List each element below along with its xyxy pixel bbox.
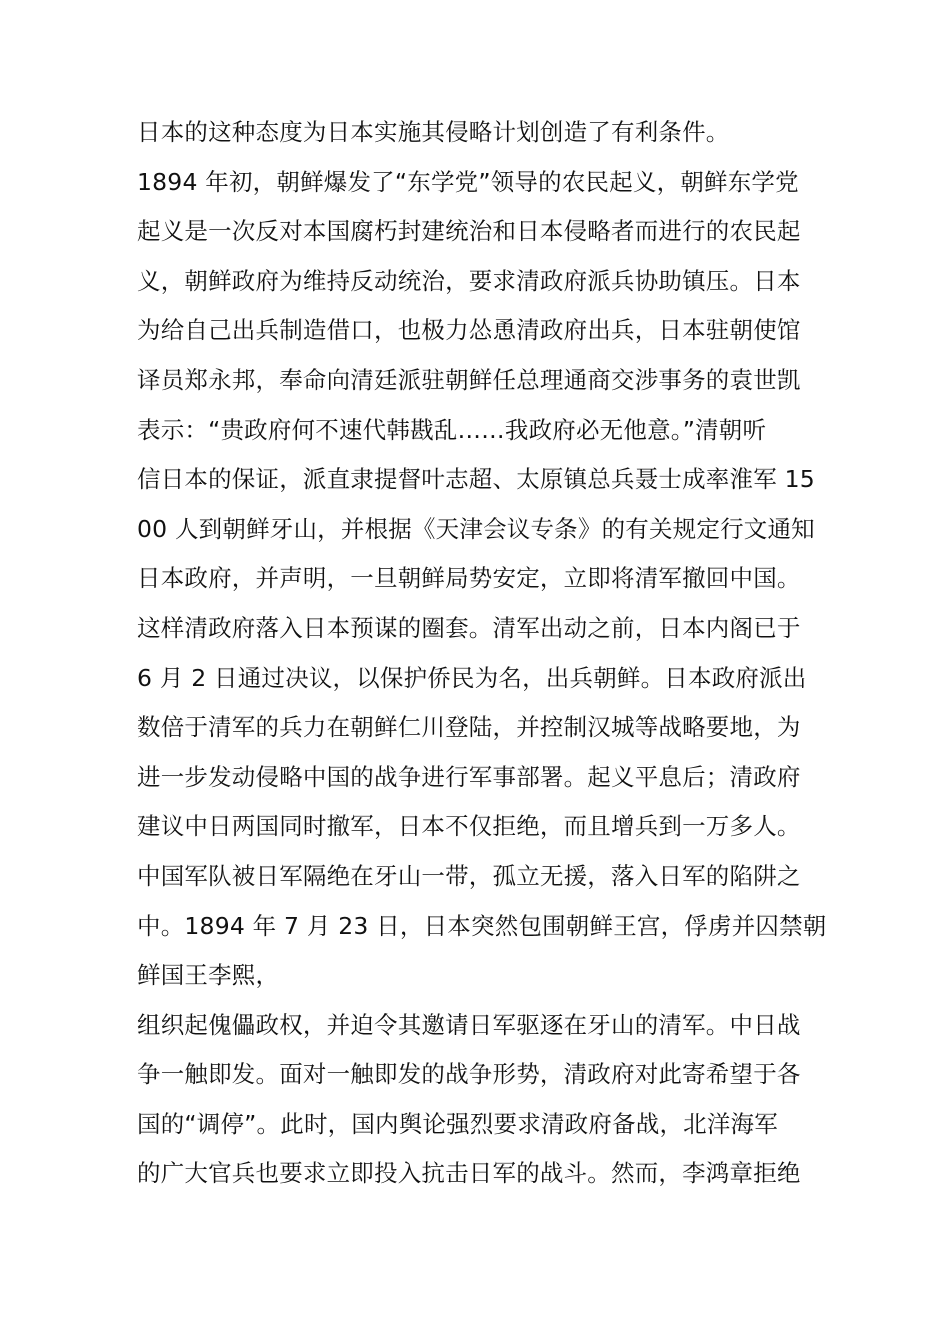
text-line-18: 鲜国王李熙， bbox=[137, 961, 280, 990]
text-line-6: 译员郑永邦，奉命向清廷派驻朝鲜任总理通商交涉事务的袁世凯 bbox=[137, 365, 801, 394]
text-line-16: 中国军队被日军隔绝在牙山一带，孤立无援，落入日军的陷阱之 bbox=[137, 861, 801, 890]
text-line-9: 00 人到朝鲜牙山，并根据《天津会议专条》的有关规定行文通知 bbox=[137, 514, 815, 543]
text-line-5: 为给自己出兵制造借口，也极力怂恿清政府出兵，日本驻朝使馆 bbox=[137, 316, 801, 345]
text-line-15: 建议中日两国同时撤军，日本不仅拒绝，而且增兵到一万多人。 bbox=[137, 812, 801, 841]
text-line-2: 1894 年初，朝鲜爆发了“东学党”领导的农民起义，朝鲜东学党 bbox=[137, 167, 799, 196]
text-line-17: 中。1894 年 7 月 23 日，日本突然包围朝鲜王宫，俘虏并囚禁朝 bbox=[137, 911, 827, 940]
text-line-1: 日本的这种态度为日本实施其侵略计划创造了有利条件。 bbox=[137, 118, 730, 146]
text-line-4: 义，朝鲜政府为维持反动统治，要求清政府派兵协助镇压。日本 bbox=[137, 266, 801, 295]
text-line-20: 争一触即发。面对一触即发的战争形势，清政府对此寄希望于各 bbox=[137, 1060, 801, 1089]
text-line-19: 组织起傀儡政权，并迫令其邀请日军驱逐在牙山的清军。中日战 bbox=[137, 1010, 801, 1039]
text-line-14: 进一步发动侵略中国的战争进行军事部署。起义平息后；清政府 bbox=[137, 762, 801, 791]
text-line-7: 表示：“贵政府何不速代韩戡乱……我政府必无他意。”清朝听 bbox=[137, 415, 767, 444]
body-text bbox=[137, 108, 827, 1199]
text-line-3: 起义是一次反对本国腐朽封建统治和日本侵略者而进行的农民起 bbox=[137, 217, 801, 246]
text-line-8: 信日本的保证，派直隶提督叶志超、太原镇总兵聂士成率淮军 15 bbox=[137, 465, 815, 494]
text-line-11: 这样清政府落入日本预谋的圈套。清军出动之前，日本内阁已于 bbox=[137, 613, 801, 642]
text-line-10: 日本政府，并声明，一旦朝鲜局势安定，立即将清军撤回中国。 bbox=[137, 564, 801, 593]
text-line-13: 数倍于清军的兵力在朝鲜仁川登陆，并控制汉城等战略要地，为 bbox=[137, 713, 801, 742]
text-line-12: 6 月 2 日通过决议，以保护侨民为名，出兵朝鲜。日本政府派出 bbox=[137, 663, 807, 692]
text-line-21: 国的“调停”。此时，国内舆论强烈要求清政府备战，北洋海军 bbox=[137, 1109, 778, 1138]
text-line-22: 的广大官兵也要求立即投入抗击日军的战斗。然而，李鸿章拒绝 bbox=[137, 1159, 801, 1188]
